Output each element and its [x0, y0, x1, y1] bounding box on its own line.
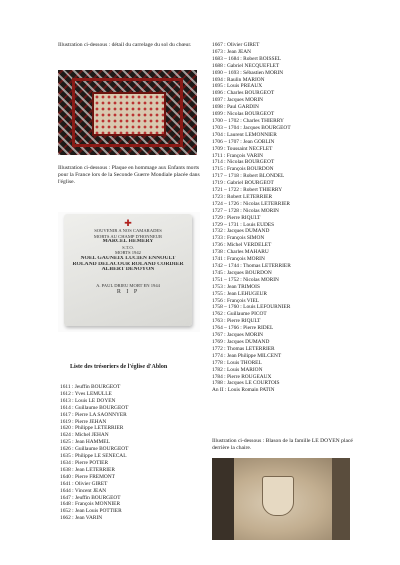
blazon-caption: Illustration ci-dessous : Blason de la famille LE DOYEN placé derrière la chaire. [212, 438, 353, 452]
list-item: 1688 : Gabriel NECQUEFLET [212, 62, 280, 69]
list-item: 1699 : Nicolas BOURGEOT [212, 111, 275, 118]
list-item: 1763 : Pierre RIQULT [212, 318, 261, 325]
plaque-line: MORTS 1942 [115, 250, 141, 256]
floor-tiles-photo [58, 70, 197, 155]
list-item: 1617 : Pierre LA SAONNYER [60, 411, 127, 418]
list-item: 1640 : Pierre FREMONT [60, 473, 115, 480]
list-item: 1706 – 1707 : Jean GOBLIN [212, 138, 275, 145]
list-item: 1762 : Guillaume PICOT [212, 311, 267, 318]
list-item: 1717 – 1718 : Robert BLONDEL [212, 173, 285, 180]
list-item: 1619 : Pierre JEHAN [60, 418, 107, 425]
list-item: 1758 – 1760 : Louis LEFOURNIER [212, 304, 291, 311]
list-item: 1697 : Jacques MORIN [212, 97, 264, 104]
tile-center-motif [92, 92, 166, 136]
list-item: 1714 : Nicolas BOURGEOT [212, 159, 275, 166]
list-item: 1778 : Louis THOREL [212, 359, 262, 366]
list-item: 1694 : Raulin MARION [212, 76, 265, 83]
list-item: 1698 : Paul GARDIN [212, 104, 259, 111]
list-item: 1652 : Jean Louis POTTIER [60, 508, 122, 515]
list-item: 1611 : Jeuffin BOURGEOT [60, 384, 121, 390]
list-item: 1638 : Jean LETERRIER [60, 466, 115, 473]
list-item: 1634 : Pierre POTIER [60, 459, 109, 466]
plaque-line: ALBERT DENOYON [101, 267, 155, 273]
plaque-line: SOUVENIR A NOS CAMARADES [94, 228, 162, 233]
list-item: 1782 : Louis MARION [212, 366, 263, 373]
right-column [212, 42, 362, 394]
list-item: 1772 : Thomas LETERRIER [212, 345, 275, 352]
list-item: 1721 – 1722 : Robert THIERRY [212, 187, 283, 194]
list-item: 1673 : Jean JEAN [212, 48, 252, 55]
list-item: 1662 : Jean VARIN [60, 515, 103, 522]
list-item: 1696 : Charles BOURGEOT [212, 90, 275, 97]
list-item: 1700 – 1702 : Charles THIERRY [212, 117, 284, 124]
plaque-line: MARCEL HÉMERY [102, 239, 154, 245]
list-item: 1769 : Jacques DUMAND [212, 338, 270, 345]
photo-shadow [332, 458, 350, 540]
list-item: 1711 : François VARIN [212, 152, 263, 159]
list-item: 1727 – 1728 : Nicolas MORIN [212, 207, 279, 214]
blazon-photo [212, 458, 350, 540]
plaque-line: A. PAUL DRIEU MORT EN 1944 [96, 282, 160, 288]
plaque-line: ROLAND DELACOUR ROLAND CORDIER [72, 261, 184, 267]
list-item: 1647 : Jeuffin BOURGEOT [60, 494, 121, 501]
list-item: 1695 : Louis PREAUX [212, 83, 263, 90]
treasurers-list-title: Liste des trésoriers de l'église d'Ablon [70, 364, 168, 370]
list-item: 1736 : Michel VERDELET [212, 242, 272, 249]
list-item: 1626 : Guillaume BOURGEOT [60, 446, 129, 453]
list-item: 1732 : Jacques DUMAND [212, 228, 270, 235]
memorial-plaque [64, 214, 192, 326]
list-item: 1624 : Michel JEHAN [60, 432, 109, 439]
list-item: 1742 – 1744 : Thomas LETERRIER [212, 263, 291, 269]
list-item: 1613 : Louis LE DOYEN [60, 397, 116, 404]
list-item: 1784 : Pierre ROUGEAUX [212, 373, 272, 380]
plaque-line: NOEL GAUNEIX LUCIEN ENNOULT [80, 255, 176, 261]
list-item: 1667 : Olivier GIRET [212, 42, 260, 48]
list-item: 1767 : Jacques MORIN [212, 332, 264, 339]
list-item: 1729 : Pierre RIQULT [212, 214, 261, 221]
treasurers-list-left [60, 384, 128, 522]
list-item: 1723 : Robert LETERRIER [212, 193, 273, 200]
list-item: 1635 : Philippe LE SENECAL [60, 453, 127, 460]
list-item: 1729 – 1731 : Louis EUDES [212, 221, 275, 228]
treasurers-list-right [212, 42, 362, 394]
list-item: 1641 : Olivier GIRET [60, 480, 108, 487]
list-item: 1648 : François MONNIER [60, 501, 121, 508]
photo-shadow [212, 458, 234, 540]
list-item: 1753 : Jean TRIMOIS [212, 283, 260, 290]
list-item: 1709 : Toussaint NECFLET [212, 145, 273, 152]
left-column [58, 42, 200, 49]
list-item: 1690 – 1693 : Sébastien MORIN [212, 69, 284, 76]
plaque-line: MORTS AU CHAMP D'HONNEUR [93, 233, 163, 239]
list-item: 1755 : Jean LEHUGEUR [212, 290, 267, 297]
plaque-line: S.T.O. [122, 244, 134, 250]
list-item: 1715 : François BOURDON [212, 166, 274, 173]
list-item: 1733 : François SIMON [212, 235, 265, 242]
tiles-caption: Illustration ci-dessous : détail du carrelage du sol du chœur. [58, 42, 192, 48]
list-item: 1756 : François VIEL [212, 297, 260, 304]
list-item: 1614 : Guillaume BOURGEOT [60, 404, 129, 411]
list-item: 1751 – 1752 : Nicolas MORIN [212, 276, 279, 283]
list-item: 1703 – 1704 : Jacques BOURGEOT [212, 124, 291, 131]
list-item: 1745 : Jacques BOURDON [212, 269, 272, 276]
plaque-caption: Illustration ci-dessous : Plaque en hommage aux Enfants morts pour la France lors de la Seconde Guerre Mondiale placée dans l'église. [58, 165, 200, 186]
list-item: 1625 : Jean HAMMEL [60, 439, 110, 446]
list-item: An II : Louis Romain PATIN [212, 387, 275, 394]
list-item: 1719 : Gabriel BOURGEOT [212, 180, 274, 187]
memorial-plaque-photo [58, 212, 200, 332]
list-item: 1612 : Yves LEMULLE [60, 390, 112, 397]
plaque-rip: R I P [116, 289, 140, 296]
list-item: 1741 : François MORIN [212, 256, 265, 263]
list-item: 1644 : Vincent JEAN [60, 487, 107, 494]
shield-icon [262, 476, 294, 516]
list-item: 1788 : Jacques LE COURTOIS [212, 380, 280, 387]
list-item: 1774 : Jean Philippe MILCENT [212, 352, 282, 359]
list-item: 1724 – 1726 : Nicolas LETERRIER [212, 200, 291, 207]
list-item: 1683 – 1684 : Robert BOISSEL [212, 55, 282, 62]
list-item: 1620 : Philippe LETERRIER [60, 425, 124, 432]
list-item: 1764 – 1766 : Pierre RIDEL [212, 325, 274, 332]
list-item: 1704 : Laurent LEMONNIER [212, 131, 277, 138]
cross-icon: ✚ [124, 218, 132, 228]
list-item: 1738 : Charles MAHARU [212, 249, 269, 256]
